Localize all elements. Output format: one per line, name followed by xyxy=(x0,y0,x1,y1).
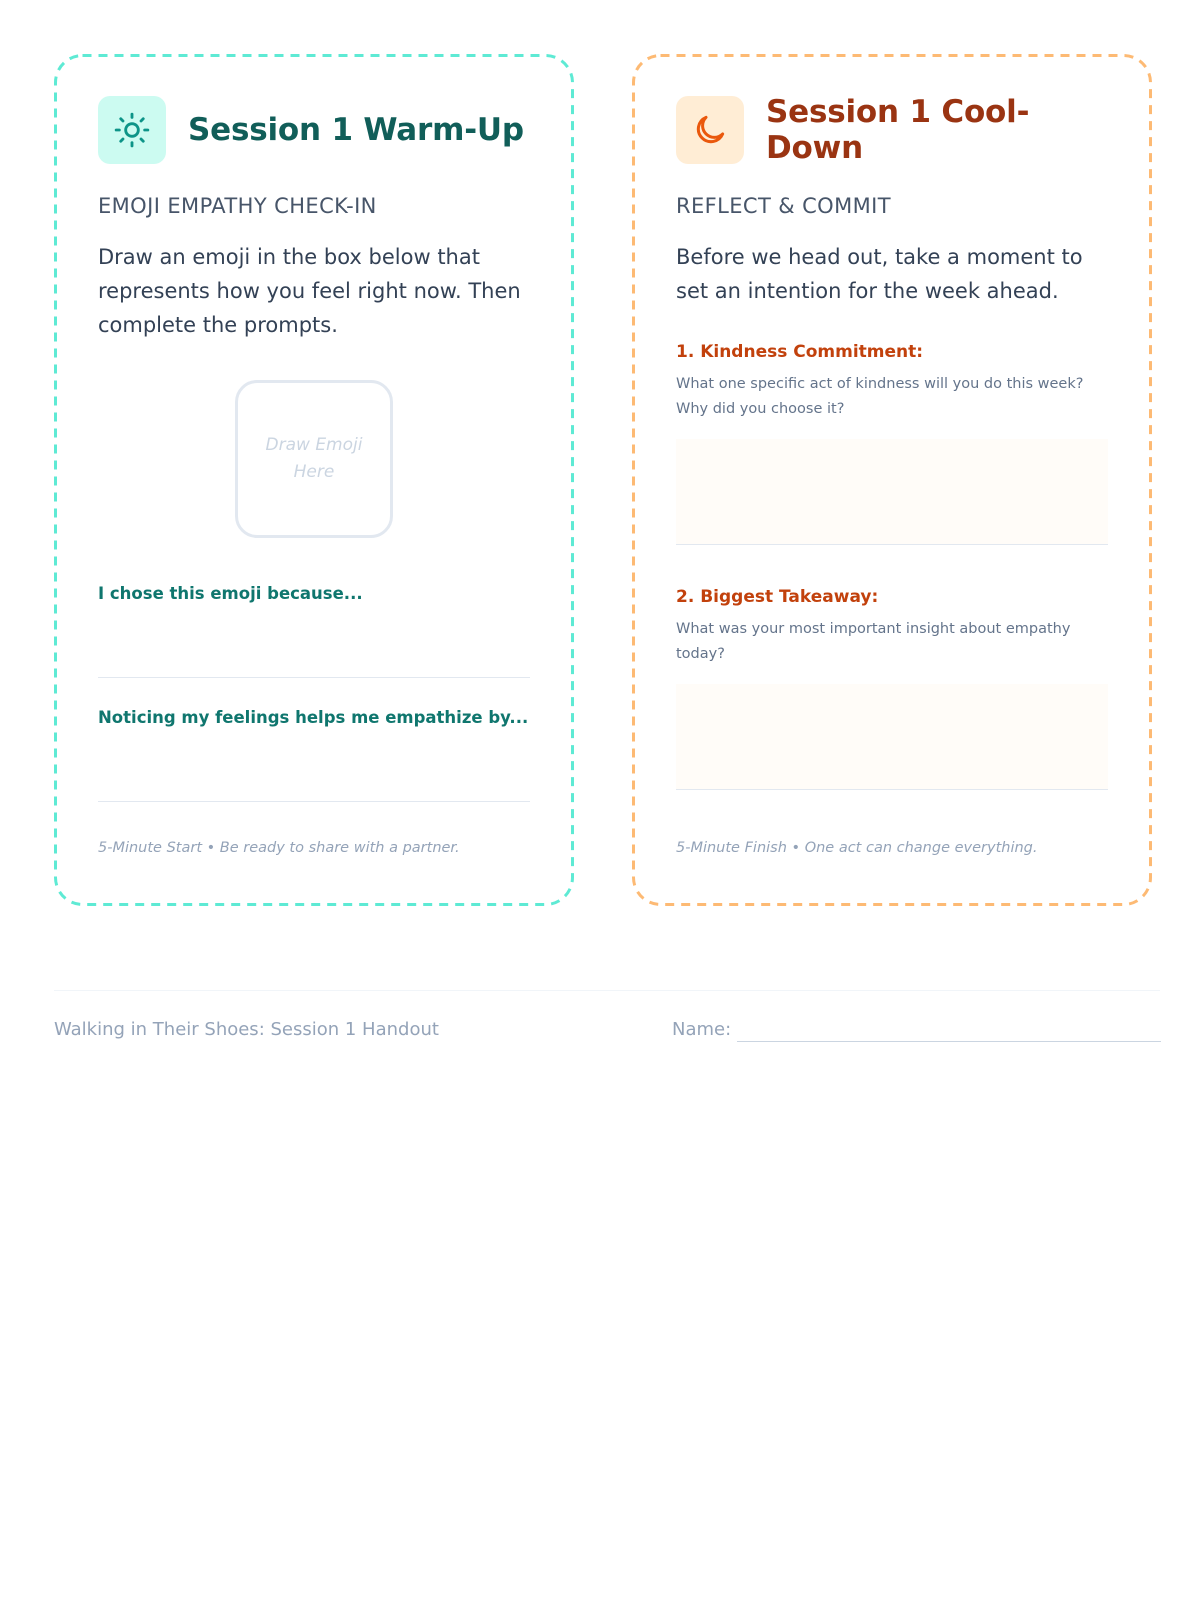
empathize-answer-line[interactable] xyxy=(98,727,530,802)
name-blank-line[interactable] xyxy=(737,1019,1161,1042)
handout-title: Walking in Their Shoes: Session 1 Handout xyxy=(54,1019,439,1040)
warm-up-subtitle: EMOJI EMPATHY CHECK-IN xyxy=(98,194,377,218)
warm-up-card xyxy=(54,54,574,906)
page-footer-divider xyxy=(54,990,1160,991)
cool-down-footer-note: 5-Minute Finish • One act can change everything. xyxy=(676,840,1038,856)
cool-down-subtitle: REFLECT & COMMIT xyxy=(676,194,891,218)
empathize-prompt: Noticing my feelings helps me empathize by... xyxy=(98,708,529,727)
cool-down-title: Session 1 Cool-Down xyxy=(766,94,1030,166)
cool-down-instructions: Before we head out, take a moment to set an intention for the week ahead. xyxy=(676,245,1083,303)
biggest-takeaway-answer-box[interactable] xyxy=(676,684,1108,790)
sun-icon xyxy=(98,96,166,164)
warm-up-footer-note: 5-Minute Start • Be ready to share with a partner. xyxy=(98,840,460,856)
name-field xyxy=(672,1019,1161,1042)
name-label: Name: xyxy=(672,1019,732,1040)
biggest-takeaway-heading: 2. Biggest Takeaway: xyxy=(676,587,879,607)
warm-up-title: Session 1 Warm-Up xyxy=(188,112,524,148)
cool-down-card xyxy=(632,54,1152,906)
moon-icon xyxy=(676,96,744,164)
kindness-commitment-question: What one specific act of kindness will you do this week? Why did you choose it? xyxy=(676,376,1084,417)
emoji-reason-prompt: I chose this emoji because... xyxy=(98,584,363,603)
kindness-commitment-answer-box[interactable] xyxy=(676,439,1108,545)
warm-up-instructions: Draw an emoji in the box below that represents how you feel right now. Then complete the prompts. xyxy=(98,245,521,337)
emoji-box-placeholder-line2: Here xyxy=(293,462,335,482)
biggest-takeaway-question: What was your most important insight about empathy today? xyxy=(676,621,1071,662)
emoji-reason-answer-line[interactable] xyxy=(98,603,530,678)
emoji-drawing-box[interactable] xyxy=(235,380,393,538)
page-footer xyxy=(54,1019,1160,1049)
emoji-box-placeholder-line1: Draw Emoji xyxy=(265,435,363,455)
kindness-commitment-heading: 1. Kindness Commitment: xyxy=(676,342,924,362)
